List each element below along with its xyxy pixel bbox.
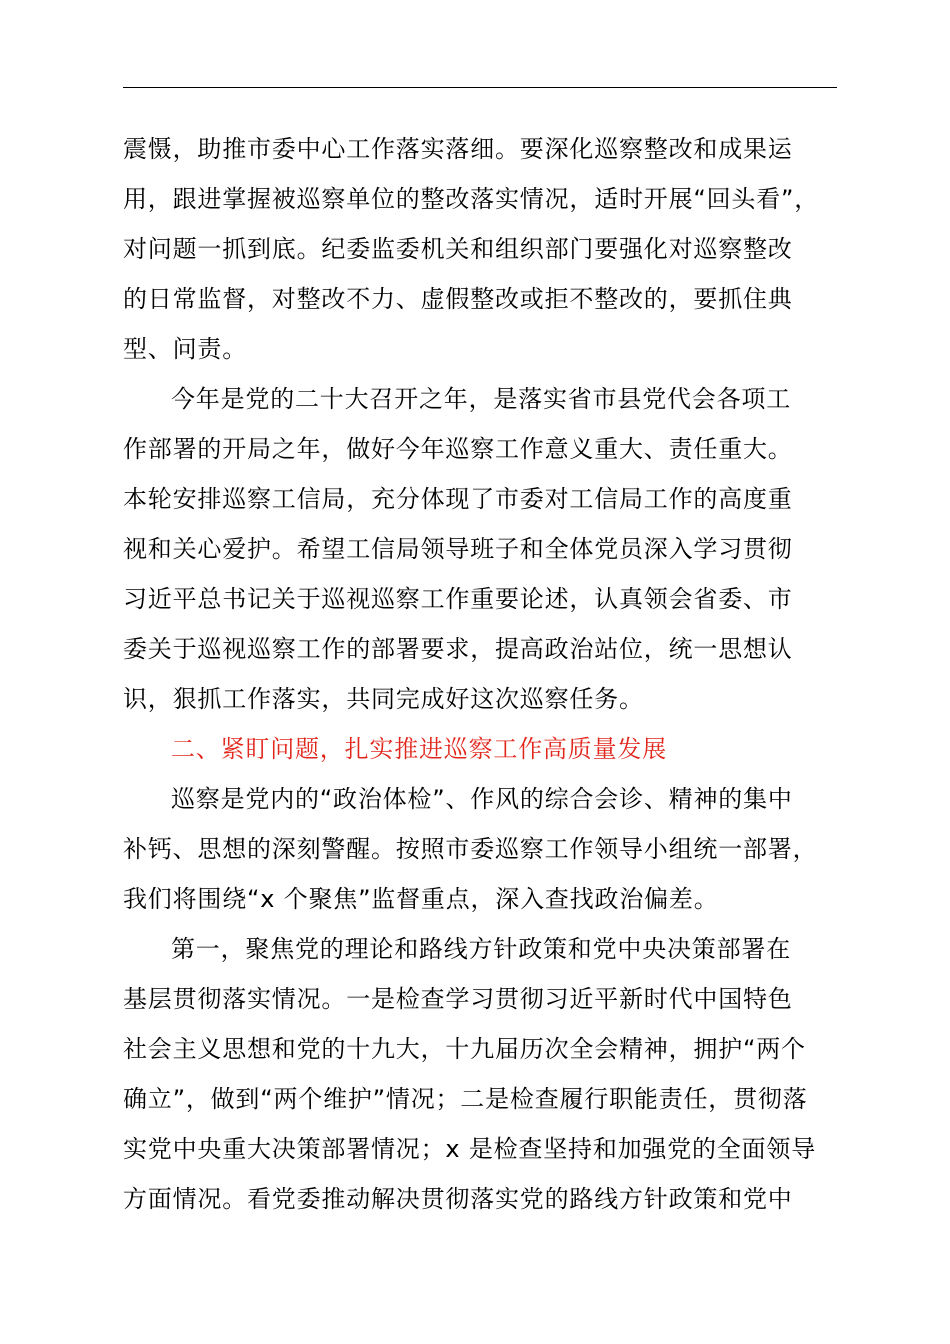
body-line: 社会主义思想和党的十九大，十九届历次全会精神，拥护“两个	[123, 1035, 806, 1063]
body-line: 识，狠抓工作落实，共同完成好这次巡察任务。	[123, 685, 644, 713]
body-line: 补钙、思想的深刻警醒。按照市委巡察工作领导小组统一部署，	[123, 835, 818, 863]
body-line: 习近平总书记关于巡视巡察工作重要论述，认真领会省委、市	[123, 585, 793, 613]
header-rule	[123, 87, 837, 88]
body-line: 型、问责。	[123, 335, 247, 363]
body-line: 本轮安排巡察工信局，充分体现了市委对工信局工作的高度重	[123, 485, 793, 513]
paragraph-first-line: 第一，聚焦党的理论和路线方针政策和党中央决策部署在	[171, 935, 791, 963]
body-line: 确立”，做到“两个维护”情况；二是检查履行职能责任，贯彻落	[123, 1085, 808, 1113]
body-line: 方面情况。看党委推动解决贯彻落实党的路线方针政策和党中	[123, 1185, 793, 1213]
body-line: 委关于巡视巡察工作的部署要求，提高政治站位，统一思想认	[123, 635, 793, 663]
body-line: 基层贯彻落实情况。一是检查学习贯彻习近平新时代中国特色	[123, 985, 793, 1013]
body-line: 我们将围绕“x 个聚焦”监督重点，深入查找政治偏差。	[123, 885, 719, 913]
body-line: 实党中央重大决策部署情况；x 是检查坚持和加强党的全面领导	[123, 1135, 817, 1163]
section-heading: 二、紧盯问题，扎实推进巡察工作高质量发展	[171, 735, 667, 763]
body-line: 用，跟进掌握被巡察单位的整改落实情况，适时开展“回头看”，	[123, 185, 820, 213]
body-line: 的日常监督，对整改不力、虚假整改或拒不整改的，要抓住典	[123, 285, 793, 313]
paragraph-first-line: 巡察是党内的“政治体检”、作风的综合会诊、精神的集中	[171, 785, 793, 813]
body-line: 视和关心爱护。希望工信局领导班子和全体党员深入学习贯彻	[123, 535, 793, 563]
document-body	[123, 124, 863, 1224]
body-line: 对问题一抓到底。纪委监委机关和组织部门要强化对巡察整改	[123, 235, 793, 263]
body-line: 震慑，助推市委中心工作落实落细。要深化巡察整改和成果运	[123, 135, 793, 163]
paragraph-first-line: 今年是党的二十大召开之年，是落实省市县党代会各项工	[171, 385, 791, 413]
body-line: 作部署的开局之年，做好今年巡察工作意义重大、责任重大。	[123, 435, 793, 463]
